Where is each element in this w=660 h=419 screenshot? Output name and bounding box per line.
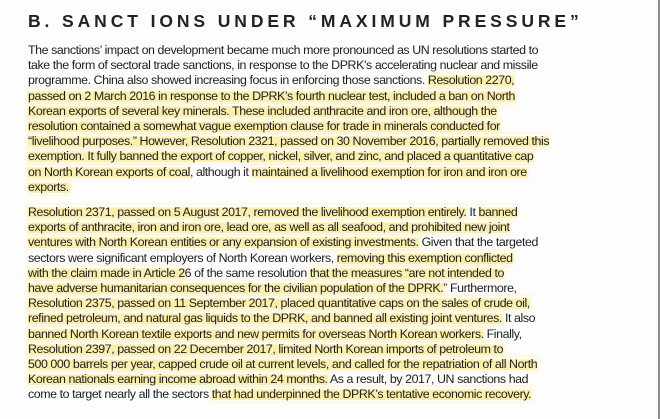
body-text: It also: [501, 311, 536, 326]
body-text: The sanctions’ impact on development became much more pronounced as UN resolutions started to: [28, 43, 539, 57]
text-line: [28, 372, 588, 387]
text-line: [28, 387, 588, 402]
text-line: [28, 327, 588, 342]
text-line: [28, 89, 588, 104]
body-text: , although it: [189, 164, 252, 179]
text-line: [28, 180, 588, 195]
body-text: Given that the targeted: [418, 235, 538, 250]
text-line: [28, 357, 588, 372]
text-line: [28, 149, 588, 164]
text-line: [28, 134, 588, 149]
highlighted-text: maintained a livelihood exemption for iron and iron ore: [251, 164, 527, 179]
highlighted-text: 500 000 barrels per year, capped crude oil at current levels, and called for the repatriation of all North: [28, 356, 538, 371]
paragraph-sanctions-2016: [28, 43, 588, 195]
highlighted-text: passed on 2 March 2016 in response to the DPRK’s fourth nuclear test, included a ban on North: [28, 88, 515, 103]
section-heading: B. SANCT IONS UNDER “MAXIMUM PRESSURE”: [28, 11, 583, 31]
highlighted-text: Resolution 2371, passed on 5 August 2017, removed the livelihood exemption entirely.: [28, 205, 467, 219]
text-line: [28, 251, 588, 266]
highlighted-text: on North Korean exports of coal: [28, 164, 190, 179]
text-line: [28, 296, 588, 311]
body-text: It: [466, 205, 479, 219]
highlighted-text: “livelihood purposes.” However, Resolution 2321, passed on 30 November 2016, partially removed this: [28, 134, 550, 149]
body-text: programme. China also showed increasing focus in enforcing those sanctions.: [28, 73, 428, 88]
text-line: [28, 281, 588, 296]
highlighted-text: resolution contained a somewhat vague exemption clause for trade in minerals conducted for: [28, 118, 500, 133]
highlighted-text: removing this exemption conflicted: [336, 250, 513, 265]
body-text: ” Furthermore,: [443, 280, 517, 295]
body-text: As a result, by 2017, UN sanctions had: [327, 372, 529, 387]
text-line: [28, 235, 588, 250]
highlighted-text: Resolution 2375, passed on 11 September 2017, placed quantitative caps on the sales of crude oil,: [28, 296, 530, 311]
text-line: [28, 119, 588, 134]
body-text: sectors were significant employers of North Korean workers,: [28, 250, 337, 265]
highlighted-text: Korean exports of several key minerals. These included anthracite and iron ore, although the: [28, 103, 497, 118]
body-text: take the form of sectoral trade sanctions, in response to the DPRK’s accelerating nuclear and missile: [28, 58, 538, 73]
body-text: come to target nearly all the sectors: [28, 387, 212, 402]
highlighted-text: exports.: [28, 179, 69, 194]
text-line: [28, 220, 588, 235]
text-line: [28, 205, 588, 220]
highlighted-text: banned North Korean textile exports and new permits for overseas North Korean workers.: [28, 326, 484, 341]
text-line: [28, 73, 588, 88]
text-line: [28, 58, 588, 73]
highlighted-text: refined petroleum, and natural gas liquids to the DPRK, and banned all existing joint ventures.: [28, 311, 502, 326]
highlighted-text: Resolution 2397, passed on 22 December 2017, limited North Korean imports of petroleum to: [28, 341, 504, 356]
text-line: [28, 311, 588, 326]
highlighted-text: exemption. It fully banned the export of copper, nickel, silver, and zinc, and placed a quantitative cap: [28, 149, 534, 164]
text-line: [28, 266, 588, 281]
text-line: [28, 165, 588, 180]
highlighted-text: Korean nationals earning income abroad within 24 months.: [28, 372, 328, 387]
text-line: [28, 104, 588, 119]
highlighted-text: with the claim made in Article 2: [28, 265, 185, 280]
paragraph-sanctions-2017: [28, 205, 588, 402]
highlighted-text: have adverse humanitarian consequences for the civilian population of the DPRK.: [28, 280, 444, 295]
text-line: [28, 342, 588, 357]
highlighted-text: that had underpinned the DPRK’s tentative economic recovery.: [211, 387, 532, 402]
body-text: Finally,: [483, 326, 522, 341]
highlighted-text: that the measures “are not intended to: [309, 265, 504, 280]
text-line: [28, 43, 588, 58]
highlighted-text: banned: [478, 205, 518, 219]
body-text: 6 of the same resolution: [184, 265, 310, 280]
highlighted-text: exports of anthracite, iron and iron ore, lead ore, as well as all seafood, and prohibited new joint: [28, 220, 510, 235]
highlighted-text: ventures with North Korean entities or any expansion of existing investments.: [28, 235, 419, 250]
highlighted-text: Resolution 2270,: [427, 73, 515, 88]
